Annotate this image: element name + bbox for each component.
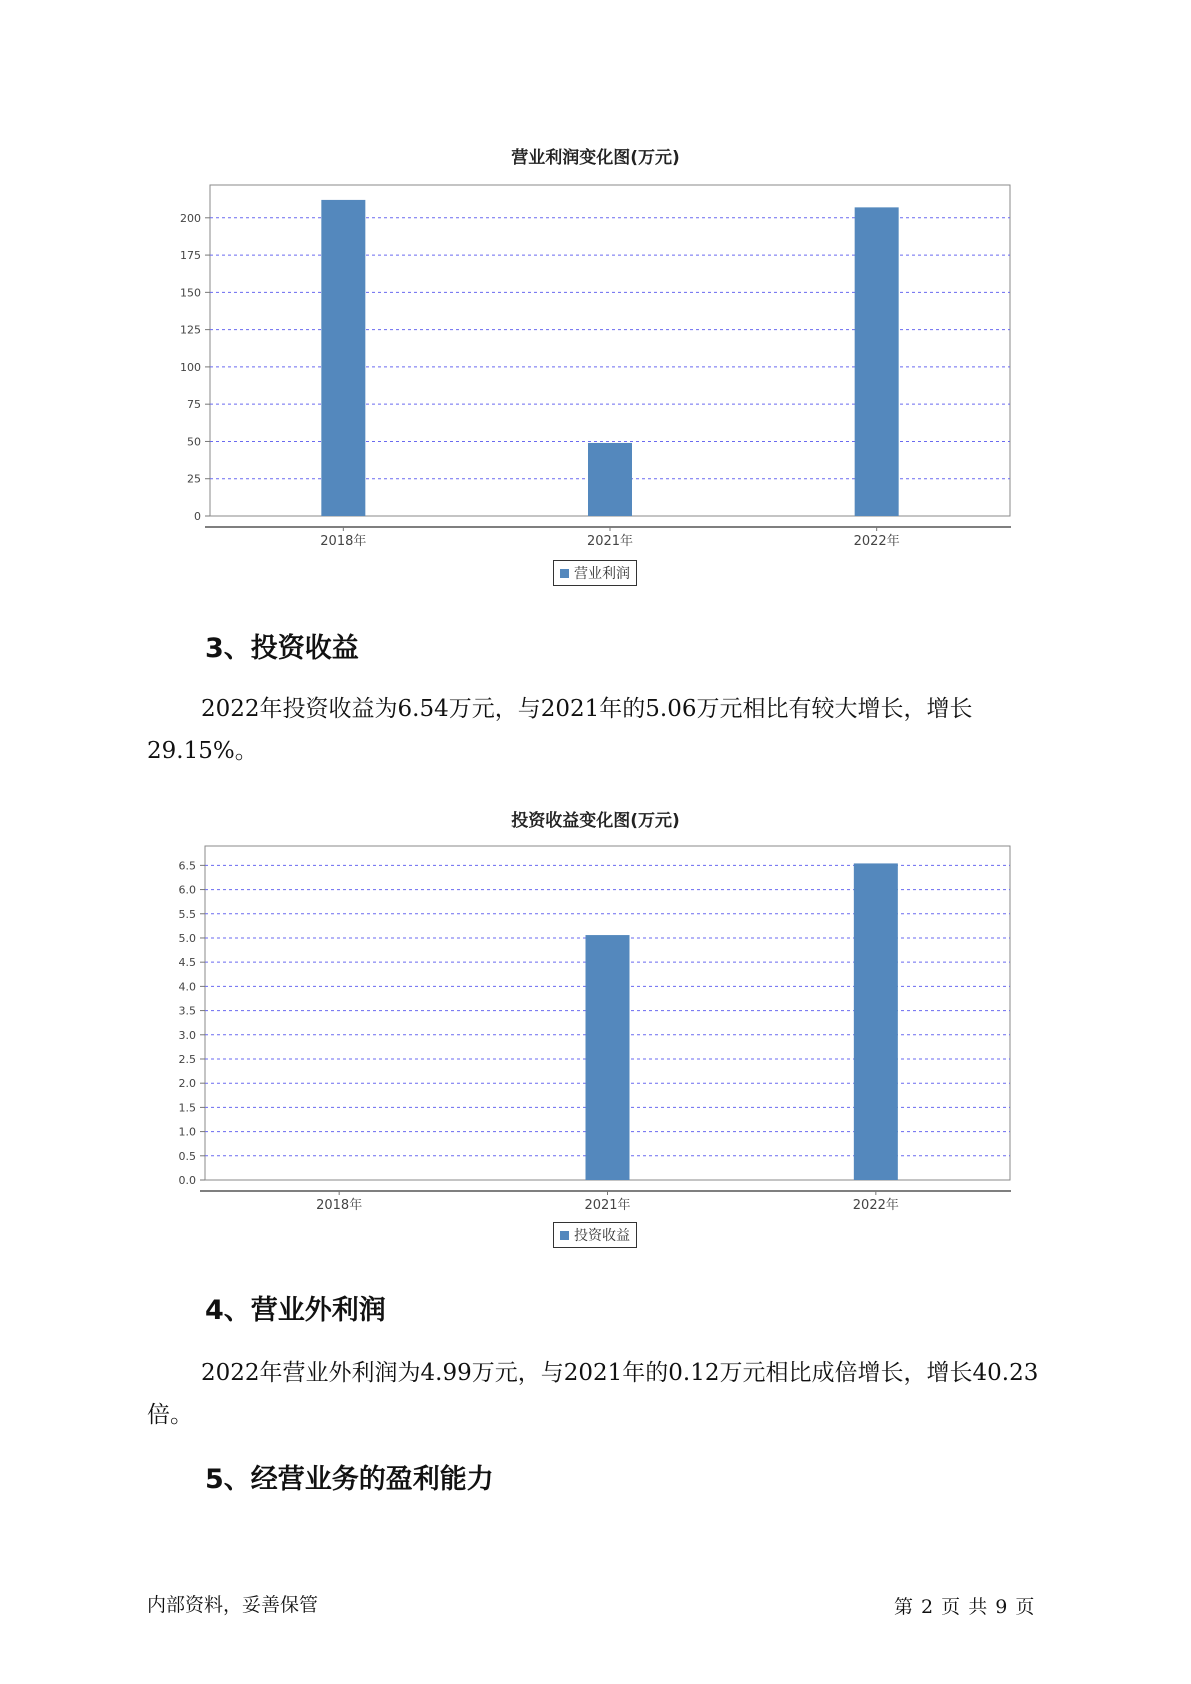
y-tick-label: 6.0 xyxy=(178,883,196,897)
y-tick-label: 125 xyxy=(180,323,201,337)
legend-swatch xyxy=(560,569,569,578)
x-tick-label: 2018年 xyxy=(320,534,367,549)
section-4-text-content: 2022年营业外利润为4.99万元，与2021年的0.12万元相比成倍增长，增长40.23倍。 xyxy=(147,1360,1039,1428)
y-tick-label: 75 xyxy=(187,398,201,412)
y-tick-label: 175 xyxy=(180,249,201,263)
y-tick-label: 5.5 xyxy=(178,907,196,921)
y-tick-label: 100 xyxy=(180,360,201,374)
x-tick-label: 2022年 xyxy=(852,1198,899,1213)
x-tick-label: 2018年 xyxy=(316,1198,363,1213)
y-tick-label: 3.5 xyxy=(178,1004,196,1018)
chart2-title: 投资收益变化图(万元) xyxy=(511,811,680,831)
chart1-legend-label: 营业利润 xyxy=(574,566,630,582)
y-tick-label: 0.5 xyxy=(178,1149,196,1163)
y-tick-label: 5.0 xyxy=(178,931,196,945)
y-tick-label: 2.0 xyxy=(178,1077,196,1091)
chart1-legend xyxy=(553,560,637,586)
y-tick-label: 150 xyxy=(180,286,201,300)
operating-profit-chart xyxy=(0,170,1191,549)
x-tick-label: 2021年 xyxy=(584,1198,631,1213)
y-tick-label: 4.5 xyxy=(178,956,196,970)
y-tick-label: 1.0 xyxy=(178,1125,196,1139)
chart2-legend-label: 投资收益 xyxy=(574,1228,630,1244)
y-tick-label: 50 xyxy=(187,435,201,449)
x-tick-label: 2021年 xyxy=(586,534,634,549)
bar xyxy=(586,935,630,1180)
y-tick-label: 0.0 xyxy=(178,1174,196,1187)
bar xyxy=(854,863,898,1180)
section-3-text-content: 2022年投资收益为6.54万元，与2021年的5.06万元相比有较大增长，增长29.15%。 xyxy=(147,696,973,764)
y-tick-label: 0 xyxy=(194,510,201,523)
y-tick-label: 2.5 xyxy=(178,1052,196,1066)
bar xyxy=(321,200,365,516)
chart1-title: 营业利润变化图(万元) xyxy=(511,148,680,168)
x-tick-label: 2022年 xyxy=(853,534,900,549)
bar xyxy=(855,207,899,516)
footer-page-number: 第 2 页 共 9 页 xyxy=(894,1596,1035,1618)
y-tick-label: 3.0 xyxy=(178,1028,196,1042)
section-3-heading: 3、投资收益 xyxy=(205,633,359,664)
footer-confidential-note: 内部资料，妥善保管 xyxy=(147,1594,319,1616)
investment-income-chart xyxy=(0,830,1191,1240)
y-tick-label: 6.5 xyxy=(178,859,196,873)
legend-swatch xyxy=(560,1231,569,1240)
section-3-text xyxy=(147,688,1047,772)
section-4-text xyxy=(147,1352,1047,1436)
y-tick-label: 4.0 xyxy=(178,980,196,994)
y-tick-label: 200 xyxy=(180,211,201,225)
section-4-heading: 4、营业外利润 xyxy=(205,1295,386,1326)
bar xyxy=(588,443,632,516)
chart2-legend xyxy=(553,1222,637,1248)
section-5-heading: 5、经营业务的盈利能力 xyxy=(205,1464,494,1495)
y-tick-label: 25 xyxy=(187,472,201,486)
y-tick-label: 1.5 xyxy=(178,1101,196,1115)
